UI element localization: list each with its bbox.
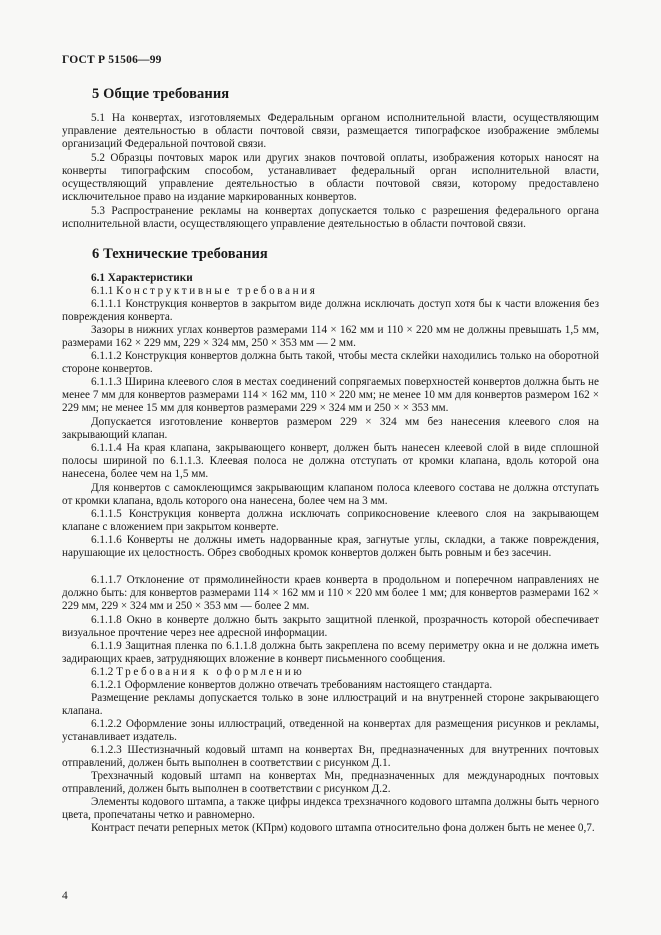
paragraph-6-1-1-3: 6.1.1.3 Ширина клеевого слоя в местах соединений сопрягаемых поверхностей конвертов должна быть не менее 7 мм для конвертов размерами 114 × 162 мм, 110 × 220 мм; не менее 10 мм для конвертов размером 162 × 229 мм; не менее 15 мм для конвертов размерами 229 × 324 мм и 250 × × 353 мм. <box>62 376 599 415</box>
subsection-6-1-1-heading: Конструктивные требования <box>116 285 318 297</box>
paragraph-6-1-1-7: 6.1.1.7 Отклонение от прямолинейности краев конверта в продольном и поперечном направлениях не должно быть: для конвертов размерами 114 × 162 мм и 110 × 220 мм более 1 мм; для конвертов размерами 162 × 229 мм, 229 × 324 мм и 250 × 353 мм — более 2 мм. <box>62 574 599 613</box>
paragraph-6-1-1-1: 6.1.1.1 Конструкция конвертов в закрытом виде должна исключать доступ хотя бы к части вложения без повреждения конверта. <box>62 298 599 324</box>
paragraph-6-1-2-3-d: Контраст печати реперных меток (КПрм) кодового штампа относительно фона должен быть не менее 0,7. <box>91 822 595 834</box>
paragraph-6-1-1-9: 6.1.1.9 Защитная пленка по 6.1.1.8 должна быть закреплена по всему периметру окна и не должна иметь задирающих краев, затрудняющих вложение в конверт письменного сообщения. <box>62 640 599 666</box>
paragraph-6-1-2-1-b: Размещение рекламы допускается только в зоне иллюстраций и на внутренней стороне закрывающего клапана. <box>62 692 599 718</box>
document-header: ГОСТ Р 51506—99 <box>62 54 162 66</box>
paragraph-6-1-1-4-b: Для конвертов с самоклеющимся закрывающим клапаном полоса клеевого состава не должна отступать от кромки клапана, вдоль которого она нанесена, более чем на 3 мм. <box>62 482 599 508</box>
section-5-title: 5 Общие требования <box>92 86 230 102</box>
paragraph-6-1-1-5: 6.1.1.5 Конструкция конверта должна исключать соприкосновение клеевого слоя на закрывающем клапане с вложением при закрытом конверте. <box>62 508 599 534</box>
subsection-6-1-2-number: 6.1.2 <box>91 666 114 678</box>
page-number: 4 <box>62 890 68 902</box>
paragraph-6-1-1-3-b: Допускается изготовление конвертов размером 229 × 324 мм без нанесения клеевого слоя на закрывающий клапан. <box>62 416 599 442</box>
paragraph-6-1-1-6: 6.1.1.6 Конверты не должны иметь надорванные края, загнутые углы, складки, а также повреждения, нарушающие их целостность. Обрез свободных кромок конвертов должен быть ровным и без засечин. <box>62 534 599 560</box>
paragraph-6-1-2-2: 6.1.2.2 Оформление зоны иллюстраций, отведенной на конвертах для размещения рисунков и рекламы, устанавливает издатель. <box>62 718 599 744</box>
paragraph-6-1-1-1-b: Зазоры в нижних углах конвертов размерами 114 × 162 мм и 110 × 220 мм не должны превышать 1,5 мм, размерами 162 × 229 мм, 229 × 324 мм, 250 × 353 мм — 2 мм. <box>62 324 599 350</box>
subsection-6-1-1-title <box>62 285 599 298</box>
subsection-6-1-2-heading: Требования к оформлению <box>116 666 305 678</box>
paragraph-6-1-1-2: 6.1.1.2 Конструкция конвертов должна быть такой, чтобы места склейки находились только на оборотной стороне конвертов. <box>62 350 599 376</box>
subsection-6-1-2-title <box>62 666 599 679</box>
subsection-6-1-1-number: 6.1.1 <box>91 285 114 297</box>
paragraph-6-1-2-3-c: Элементы кодового штампа, а также цифры индекса трехзначного кодового штампа должны быть черного цвета, пропечатаны четко и равномерно. <box>62 796 599 822</box>
section-6-title: 6 Технические требования <box>92 246 268 262</box>
paragraph-6-1-1-4: 6.1.1.4 На края клапана, закрывающего конверт, должен быть нанесен клеевой слой в виде сплошной полосы шириной по 6.1.1.3. Клеевая полоса не должна отступать от кромки клапана, вдоль которой она нанесена, более чем на 1,5 мм. <box>62 442 599 481</box>
paragraph-6-1-1-8: 6.1.1.8 Окно в конверте должно быть закрыто защитной пленкой, прозрачность которой обеспечивает визуальное прочтение через нее адресной информации. <box>62 614 599 640</box>
paragraph-5-3: 5.3 Распространение рекламы на конвертах допускается только с разрешения федерального органа исполнительной власти, осуществляющего управление деятельностью в области почтовой связи. <box>62 205 599 231</box>
paragraph-6-1-2-1: 6.1.2.1 Оформление конвертов должно отвечать требованиям настоящего стандарта. <box>91 679 493 691</box>
paragraph-6-1-2-3-b: Трехзначный кодовый штамп на конвертах Мн, предназначенных для международных почтовых отправлений, должен быть выполнен в соответствии с рисунком Д.2. <box>62 770 599 796</box>
paragraph-5-1: 5.1 На конвертах, изготовляемых Федеральным органом исполнительной власти, осуществляющим управление деятельностью в области почтовой связи, размещается типографское изображение эмблемы организаций Федеральной почтовой связи. <box>62 112 599 151</box>
paragraph-6-1-2-3: 6.1.2.3 Шестизначный кодовый штамп на конвертах Вн, предназначенных для внутренних почтовых отправлений, должен быть выполнен в соответствии с рисунком Д.1. <box>62 744 599 770</box>
subsection-6-1-title: 6.1 Характеристики <box>91 272 193 284</box>
paragraph-5-2: 5.2 Образцы почтовых марок или других знаков почтовой оплаты, изображения которых наносят на конверты типографским способом, устанавливает федеральный орган исполнительной власти, осуществляющий управление деятельностью в области почтовой связи, которому предоставлено исключительное право на издание маркированных конвертов. <box>62 152 599 204</box>
